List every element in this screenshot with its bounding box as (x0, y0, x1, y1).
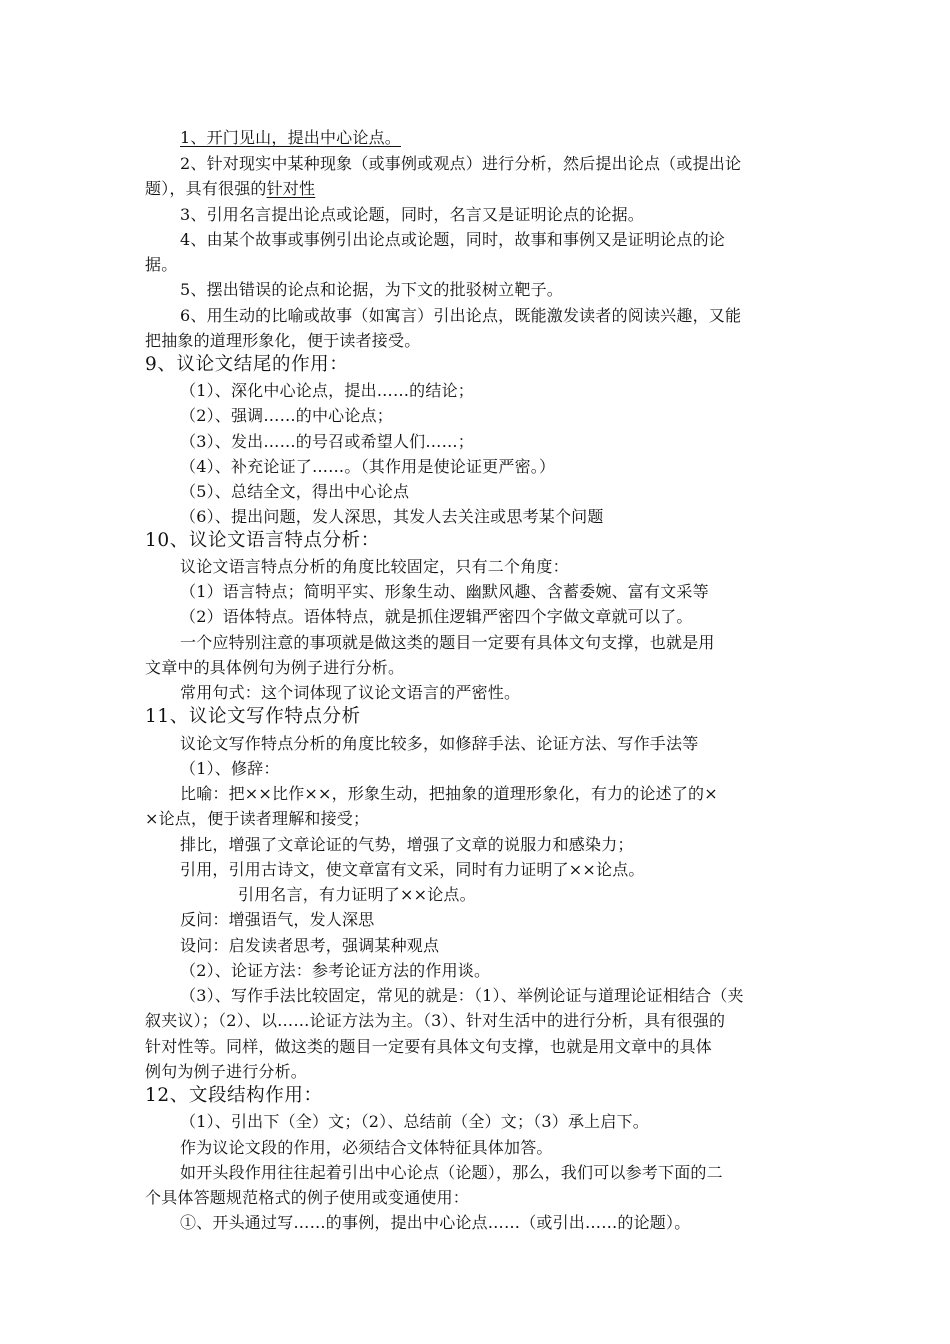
s8-item-5: 5、摆出错误的论点和论据，为下文的批驳树立靶子。 (180, 280, 563, 299)
s11-method-3-line-2: 叙夹议）；（2）、以……论证方法为主。（3）、针对生活中的进行分析，具有很强的 (145, 1011, 726, 1030)
s8-item-4-line-2: 据。 (145, 255, 178, 274)
s10-intro: 议论文语言特点分析的角度比较固定，只有二个角度： (180, 557, 569, 576)
s11-quotation-line-1: 引用，引用古诗文，使文章富有文采，同时有力证明了××论点。 (180, 860, 645, 879)
s11-rhetorical-question: 反问：增强语气，发人深思 (180, 910, 375, 929)
s9-item-5: （5）、总结全文，得出中心论点 (180, 482, 410, 501)
s10-angle-1: （1）语言特点；简明平实、形象生动、幽默风趣、含蓄委婉、富有文采等 (180, 582, 709, 601)
s10-angle-2: （2）语体特点。语体特点，就是抓住逻辑严密四个字做文章就可以了。 (180, 607, 693, 626)
s8-item-2-line-1: 2、针对现实中某种现象（或事例或观点）进行分析，然后提出论点（或提出论 (180, 154, 742, 173)
s11-intro: 议论文写作特点分析的角度比较多，如修辞手法、论证方法、写作手法等 (180, 734, 699, 753)
s9-item-1: （1）、深化中心论点，提出……的结论； (180, 381, 474, 400)
s8-item-4-line-1: 4、由某个故事或事例引出论点或论题，同时，故事和事例又是证明论点的论 (180, 230, 725, 249)
s8-item-6-line-2: 把抽象的道理形象化，便于读者接受。 (145, 331, 421, 350)
section-12-heading: 12、文段结构作用： (145, 1085, 323, 1106)
s11-metaphor-line-1: 比喻：把××比作××，形象生动，把抽象的道理形象化，有力的论述了的× (180, 784, 718, 803)
section-10-heading: 10、议论文语言特点分析： (145, 530, 380, 551)
s9-item-4: （4）、补充论证了……。（其作用是使论证更严密。） (180, 457, 556, 476)
section-9-heading: 9、议论文结尾的作用： (145, 354, 349, 375)
s10-note-line-2: 文章中的具体例句为例子进行分析。 (145, 658, 405, 677)
s12-note: 作为议论文段的作用，必须结合文体特征具体加答。 (180, 1138, 553, 1157)
s12-example-intro-line-1: 如开头段作用往往起着引出中心论点（论题），那么，我们可以参考下面的二 (180, 1163, 723, 1182)
s11-method-3-line-3: 针对性等。同样，做这类的题目一定要有具体文句支撑，也就是用文章中的具体 (145, 1037, 713, 1056)
s8-item-2-line-2: 题），具有很强的针对性 (145, 179, 316, 198)
s9-item-3: （3）、发出……的号召或希望人们……； (180, 432, 474, 451)
s12-example-intro-line-2: 个具体答题规范格式的例子使用或变通使用： (145, 1188, 470, 1207)
s11-method-3-line-4: 例句为例子进行分析。 (145, 1062, 308, 1081)
section-11-heading: 11、议论文写作特点分析 (145, 706, 361, 727)
s11-posed-question: 设问：启发读者思考，强调某种观点 (180, 936, 440, 955)
s8-item-6-line-1: 6、用生动的比喻或故事（如寓言）引出论点，既能激发读者的阅读兴趣，又能 (180, 306, 742, 325)
underlined-term: 针对性 (266, 179, 316, 198)
s11-metaphor-line-2: ×论点，便于读者理解和接受； (145, 809, 370, 828)
s11-parallelism: 排比，增强了文章论证的气势，增强了文章的说服力和感染力； (180, 835, 634, 854)
s8-item-3: 3、引用名言提出论点或论题，同时，名言又是证明论点的论据。 (180, 205, 644, 224)
s11-rhetoric-heading: （1）、修辞： (180, 759, 280, 778)
s11-method-3-line-1: （3）、写作手法比较固定，常见的就是：（1）、举例论证与道理论证相结合（夹 (180, 986, 744, 1005)
s10-note-line-1: 一个应特别注意的事项就是做这类的题目一定要有具体文句支撑，也就是用 (180, 633, 715, 652)
s9-item-2: （2）、强调……的中心论点； (180, 406, 393, 425)
s12-example-1: ①、开头通过写……的事例，提出中心论点……（或引出……的论题）。 (180, 1213, 691, 1232)
s12-roles: （1）、引出下（全）文；（2）、总结前（全）文；（3）承上启下。 (180, 1112, 649, 1131)
s11-method-2: （2）、论证方法：参考论证方法的作用谈。 (180, 961, 491, 980)
s8-item-1: 1、开门见山，提出中心论点。 (180, 128, 401, 147)
s9-item-6: （6）、提出问题，发人深思，其发人去关注或思考某个问题 (180, 507, 604, 526)
s10-pattern: 常用句式：这个词体现了议论文语言的严密性。 (180, 683, 521, 702)
s11-quotation-line-2: 引用名言，有力证明了××论点。 (238, 885, 476, 904)
